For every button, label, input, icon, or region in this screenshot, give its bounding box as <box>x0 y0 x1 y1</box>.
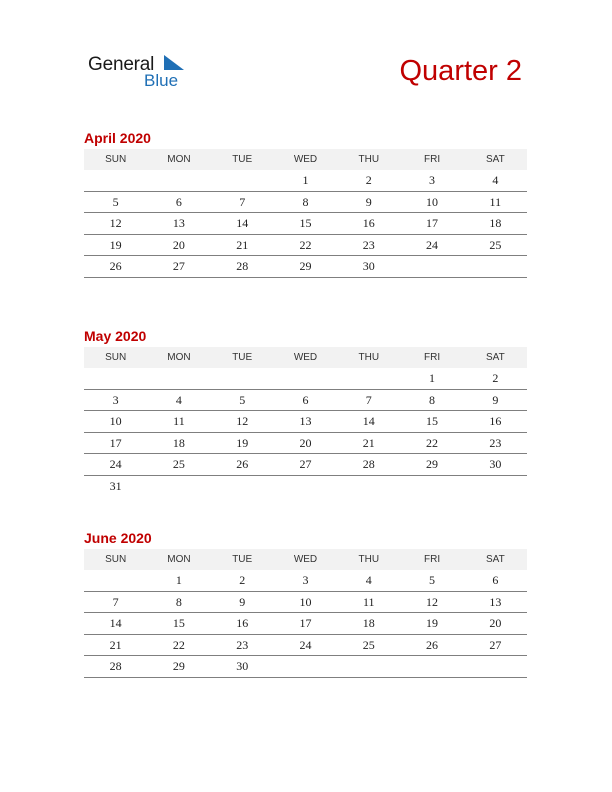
week-rows <box>84 570 527 678</box>
weekday-fri: FRI <box>423 554 441 565</box>
weekday-tue: TUE <box>232 352 253 363</box>
month-april <box>84 128 527 278</box>
weekday-mon: MON <box>167 154 191 165</box>
day-cell: 21 <box>109 637 122 652</box>
week-row <box>84 613 527 635</box>
weekday-tue: TUE <box>232 554 253 565</box>
day-cell: 31 <box>109 478 122 493</box>
day-cell: 27 <box>489 637 502 652</box>
day-cell: 16 <box>236 616 249 630</box>
day-cell: 9 <box>492 392 499 407</box>
day-cell: 25 <box>172 457 185 471</box>
day-cell: 17 <box>299 616 312 630</box>
day-cell: 13 <box>172 216 185 230</box>
day-cell: 24 <box>109 457 122 471</box>
month-title: June 2020 <box>84 530 152 546</box>
week-row <box>84 256 527 278</box>
day-cell: 30 <box>489 457 502 471</box>
day-cell-empty <box>464 656 527 677</box>
day-cell-empty <box>84 368 147 389</box>
day-cell-empty <box>337 656 400 677</box>
day-cell: 26 <box>426 637 439 652</box>
day-cell: 17 <box>109 435 122 450</box>
logo-blue-text: Blue <box>144 71 179 90</box>
day-cell: 22 <box>172 637 185 652</box>
day-cell: 15 <box>172 616 185 630</box>
day-cell-empty <box>274 476 337 498</box>
day-cell: 27 <box>172 259 185 273</box>
weekday-fri: FRI <box>423 154 441 165</box>
day-cell-empty <box>84 170 147 191</box>
day-cell: 23 <box>489 435 502 450</box>
day-cell-empty <box>147 368 210 389</box>
week-row <box>84 411 527 433</box>
weekday-sun: SUN <box>105 554 127 565</box>
day-cell: 19 <box>426 616 439 630</box>
day-cell-empty <box>147 476 210 498</box>
day-cell: 6 <box>492 573 499 587</box>
week-rows <box>84 368 527 497</box>
day-cell: 30 <box>236 659 249 673</box>
day-cell-empty <box>211 170 274 191</box>
week-row <box>84 170 527 192</box>
day-cell-empty <box>147 170 210 191</box>
day-cell: 5 <box>239 392 246 407</box>
day-cell: 2 <box>492 371 499 385</box>
day-cell: 4 <box>175 392 182 407</box>
day-cell: 9 <box>239 594 246 609</box>
day-cell: 24 <box>426 237 439 252</box>
day-cell-empty <box>400 476 463 498</box>
weekday-sun: SUN <box>105 154 127 165</box>
day-cell: 3 <box>429 173 436 187</box>
day-cell: 19 <box>236 435 249 450</box>
day-cell: 21 <box>236 237 249 252</box>
week-row <box>84 235 527 257</box>
weekday-sat: SAT <box>485 554 505 565</box>
week-row <box>84 213 527 235</box>
day-cell: 1 <box>429 371 436 385</box>
day-cell: 12 <box>426 594 439 609</box>
weekday-header-row <box>84 149 527 170</box>
weekday-sat: SAT <box>485 154 505 165</box>
day-cell: 1 <box>175 573 182 587</box>
day-cell: 22 <box>426 435 439 450</box>
day-cell-empty <box>400 656 463 677</box>
weekday-header-row <box>84 549 527 570</box>
day-cell: 29 <box>172 659 185 673</box>
day-cell: 26 <box>109 259 122 273</box>
week-row <box>84 476 527 498</box>
week-row <box>84 635 527 657</box>
week-row <box>84 592 527 614</box>
logo-general-text: General <box>88 54 155 75</box>
weekday-sun: SUN <box>105 352 127 363</box>
day-cell: 18 <box>362 616 375 630</box>
day-cell: 15 <box>299 216 312 230</box>
day-cell: 28 <box>109 659 122 673</box>
day-cell: 3 <box>112 392 119 407</box>
day-cell: 2 <box>365 173 372 187</box>
day-cell-empty <box>211 368 274 389</box>
day-cell: 3 <box>302 573 309 587</box>
week-rows <box>84 170 527 278</box>
week-row <box>84 570 527 592</box>
weekday-header-row <box>84 347 527 368</box>
day-cell: 11 <box>489 194 502 209</box>
weekday-mon: MON <box>167 554 191 565</box>
day-cell: 8 <box>429 392 436 407</box>
day-cell-empty <box>337 476 400 498</box>
day-cell: 23 <box>362 237 375 252</box>
weekday-fri: FRI <box>423 352 441 363</box>
day-cell: 17 <box>426 216 439 230</box>
day-cell-empty <box>274 656 337 677</box>
day-cell: 29 <box>426 457 439 471</box>
week-row <box>84 433 527 455</box>
week-row <box>84 368 527 390</box>
week-row <box>84 390 527 412</box>
quarter-title: Quarter 2 <box>399 55 522 87</box>
weekday-mon: MON <box>167 352 191 363</box>
day-cell: 11 <box>173 414 185 428</box>
day-cell: 9 <box>365 194 372 209</box>
day-cell-empty <box>464 256 527 277</box>
day-cell: 7 <box>239 194 246 209</box>
day-cell: 16 <box>362 216 375 230</box>
weekday-wed: WED <box>293 154 318 165</box>
day-cell: 18 <box>172 435 185 450</box>
day-cell: 1 <box>302 173 309 187</box>
weekday-thu: THU <box>358 352 380 363</box>
day-cell: 12 <box>109 216 122 230</box>
weekday-wed: WED <box>293 352 318 363</box>
day-cell: 27 <box>299 457 312 471</box>
day-cell: 16 <box>489 414 502 428</box>
day-cell-empty <box>400 256 463 277</box>
day-cell: 26 <box>236 457 249 471</box>
day-cell: 25 <box>489 237 502 252</box>
day-cell: 23 <box>236 637 249 652</box>
month-may <box>84 326 527 497</box>
day-cell: 20 <box>172 237 185 252</box>
generalblue-logo <box>88 52 198 92</box>
month-june <box>84 528 527 678</box>
day-cell: 7 <box>365 392 372 407</box>
day-cell: 8 <box>175 594 182 609</box>
day-cell-empty <box>274 368 337 389</box>
weekday-tue: TUE <box>232 154 253 165</box>
month-title: April 2020 <box>84 130 151 146</box>
day-cell: 13 <box>299 414 312 428</box>
day-cell: 15 <box>426 414 439 428</box>
day-cell: 14 <box>362 414 375 428</box>
day-cell: 22 <box>299 237 312 252</box>
weekday-thu: THU <box>358 154 380 165</box>
weekday-sat: SAT <box>485 352 505 363</box>
day-cell: 25 <box>362 637 375 652</box>
day-cell-empty <box>211 476 274 498</box>
day-cell: 13 <box>489 594 502 609</box>
day-cell: 20 <box>299 435 312 450</box>
day-cell: 11 <box>362 594 375 609</box>
day-cell-empty <box>464 476 527 498</box>
day-cell: 2 <box>239 573 246 587</box>
day-cell: 6 <box>302 392 309 407</box>
day-cell: 4 <box>365 573 372 587</box>
day-cell: 5 <box>429 573 436 587</box>
day-cell: 6 <box>175 194 182 209</box>
day-cell: 19 <box>109 237 122 252</box>
logo-triangle-icon <box>162 55 184 71</box>
day-cell: 21 <box>362 435 375 450</box>
month-title: May 2020 <box>84 328 147 344</box>
day-cell: 20 <box>489 616 502 630</box>
day-cell: 24 <box>299 637 312 652</box>
day-cell: 10 <box>109 414 122 428</box>
day-cell: 14 <box>236 216 249 230</box>
day-cell: 14 <box>109 616 122 630</box>
day-cell: 10 <box>426 194 439 209</box>
weekday-wed: WED <box>293 554 318 565</box>
week-row <box>84 656 527 678</box>
day-cell: 18 <box>489 216 502 230</box>
day-cell-empty <box>337 368 400 389</box>
day-cell: 30 <box>362 259 375 273</box>
day-cell: 7 <box>112 594 119 609</box>
day-cell: 8 <box>302 194 309 209</box>
week-row <box>84 454 527 476</box>
day-cell: 29 <box>299 259 312 273</box>
day-cell-empty <box>84 570 147 591</box>
day-cell: 10 <box>299 594 312 609</box>
day-cell: 28 <box>236 259 249 273</box>
day-cell: 28 <box>362 457 375 471</box>
day-cell: 4 <box>492 173 499 187</box>
day-cell: 12 <box>236 414 249 428</box>
week-row <box>84 192 527 214</box>
weekday-thu: THU <box>358 554 380 565</box>
day-cell: 5 <box>112 194 119 209</box>
